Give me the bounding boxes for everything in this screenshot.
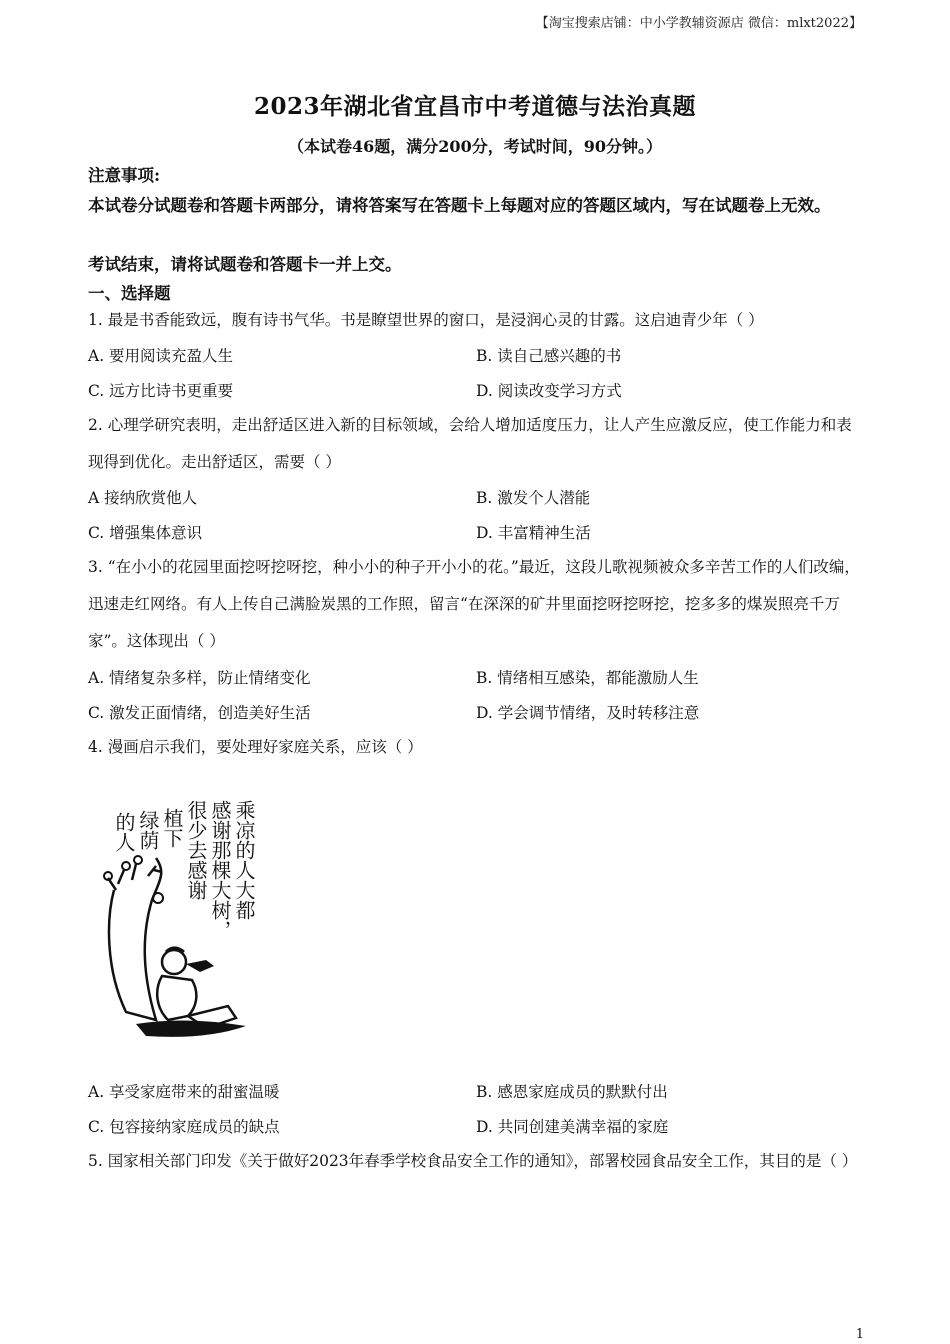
question-stem: 4. 漫画启示我们，要处理好家庭关系，应该（ ）	[88, 738, 423, 756]
person-body	[157, 976, 196, 1020]
branch-knot	[122, 862, 130, 870]
branch-knot	[134, 856, 142, 864]
cartoon-text-column: 感谢那棵大树，	[208, 800, 232, 940]
page-number: 1	[855, 1327, 864, 1342]
notice-line-1: 本试卷分试题卷和答题卡两部分，请将答案写在答题卡上每题对应的答题区域内，写在试题卷上无效。	[88, 196, 831, 215]
person-head	[162, 950, 186, 974]
tree-branches	[108, 864, 162, 890]
ground-shadow	[136, 1020, 246, 1036]
cartoon-text-column: 很少去感谢	[184, 800, 208, 900]
option-c: C. 远方比诗书更重要	[88, 382, 234, 400]
cartoon-text-column: 绿荫	[136, 810, 160, 850]
cartoon-text-column: 的人	[112, 812, 136, 852]
option-d: D. 阅读改变学习方式	[476, 382, 622, 400]
option-a: A 接纳欣赏他人	[88, 489, 198, 507]
option-a: A. 情绪复杂多样，防止情绪变化	[88, 669, 311, 687]
notice-line-2: 考试结束，请将试题卷和答题卡一并上交。	[88, 255, 402, 274]
exam-subtitle: （本试卷46题，满分200分，考试时间，90分钟。）	[288, 137, 662, 156]
option-d: D. 丰富精神生活	[476, 524, 591, 542]
branch-knot	[153, 893, 163, 903]
header-note: 【淘宝搜索店铺：中小学教辅资源店 微信：mlxt2022】	[535, 16, 862, 31]
question-stem: 3. “在小小的花园里面挖呀挖呀挖，种小小的种子开小小的花。”最近，这段儿歌视频被众多辛苦工作的人们改编，迅速走红网络。有人上传自己满脸炭黑的工作照，留言“在深深的矿井里面挖呀挖呀挖，挖多多的煤炭照亮千万家”。这体现出（ ）	[88, 558, 860, 650]
option-c: C. 激发正面情绪，创造美好生活	[88, 704, 311, 722]
option-a: A. 要用阅读充盈人生	[88, 347, 234, 365]
telescope	[186, 960, 214, 972]
option-b: B. 情绪相互感染，都能激励人生	[476, 669, 699, 687]
question-stem: 5. 国家相关部门印发《关于做好2023年春季学校食品安全工作的通知》，部署校园食品安全工作，其目的是（ ）	[88, 1152, 858, 1170]
option-c: C. 包容接纳家庭成员的缺点	[88, 1118, 280, 1136]
notice-heading: 注意事项:	[88, 166, 161, 185]
option-d: D. 共同创建美满幸福的家庭	[476, 1118, 669, 1136]
option-b: B. 感恩家庭成员的默默付出	[476, 1083, 668, 1101]
cartoon-text-column: 植下	[160, 808, 184, 848]
question-stem: 1. 最是书香能致远，腹有诗书气华。书是瞭望世界的窗口，是浸润心灵的甘露。这启迪青少年（ ）	[88, 311, 764, 329]
section-title: 一、选择题	[88, 284, 171, 303]
option-b: B. 激发个人潜能	[476, 489, 591, 507]
option-a: A. 享受家庭带来的甜蜜温暖	[88, 1083, 280, 1101]
option-c: C. 增强集体意识	[88, 524, 203, 542]
tree-trunk	[109, 858, 161, 1020]
page-title: 2023年湖北省宜昌市中考道德与法治真题	[253, 93, 696, 120]
cartoon-illustration	[96, 780, 276, 1045]
option-b: B. 读自己感兴趣的书	[476, 347, 622, 365]
option-d: D. 学会调节情绪，及时转移注意	[476, 704, 700, 722]
cartoon-text-column: 乘凉的人大都	[232, 800, 256, 920]
question-stem: 2. 心理学研究表明，走出舒适区进入新的目标领域，会给人增加适度压力，让人产生应激反应，使工作能力和表现得到优化。走出舒适区，需要（ ）	[88, 416, 852, 471]
